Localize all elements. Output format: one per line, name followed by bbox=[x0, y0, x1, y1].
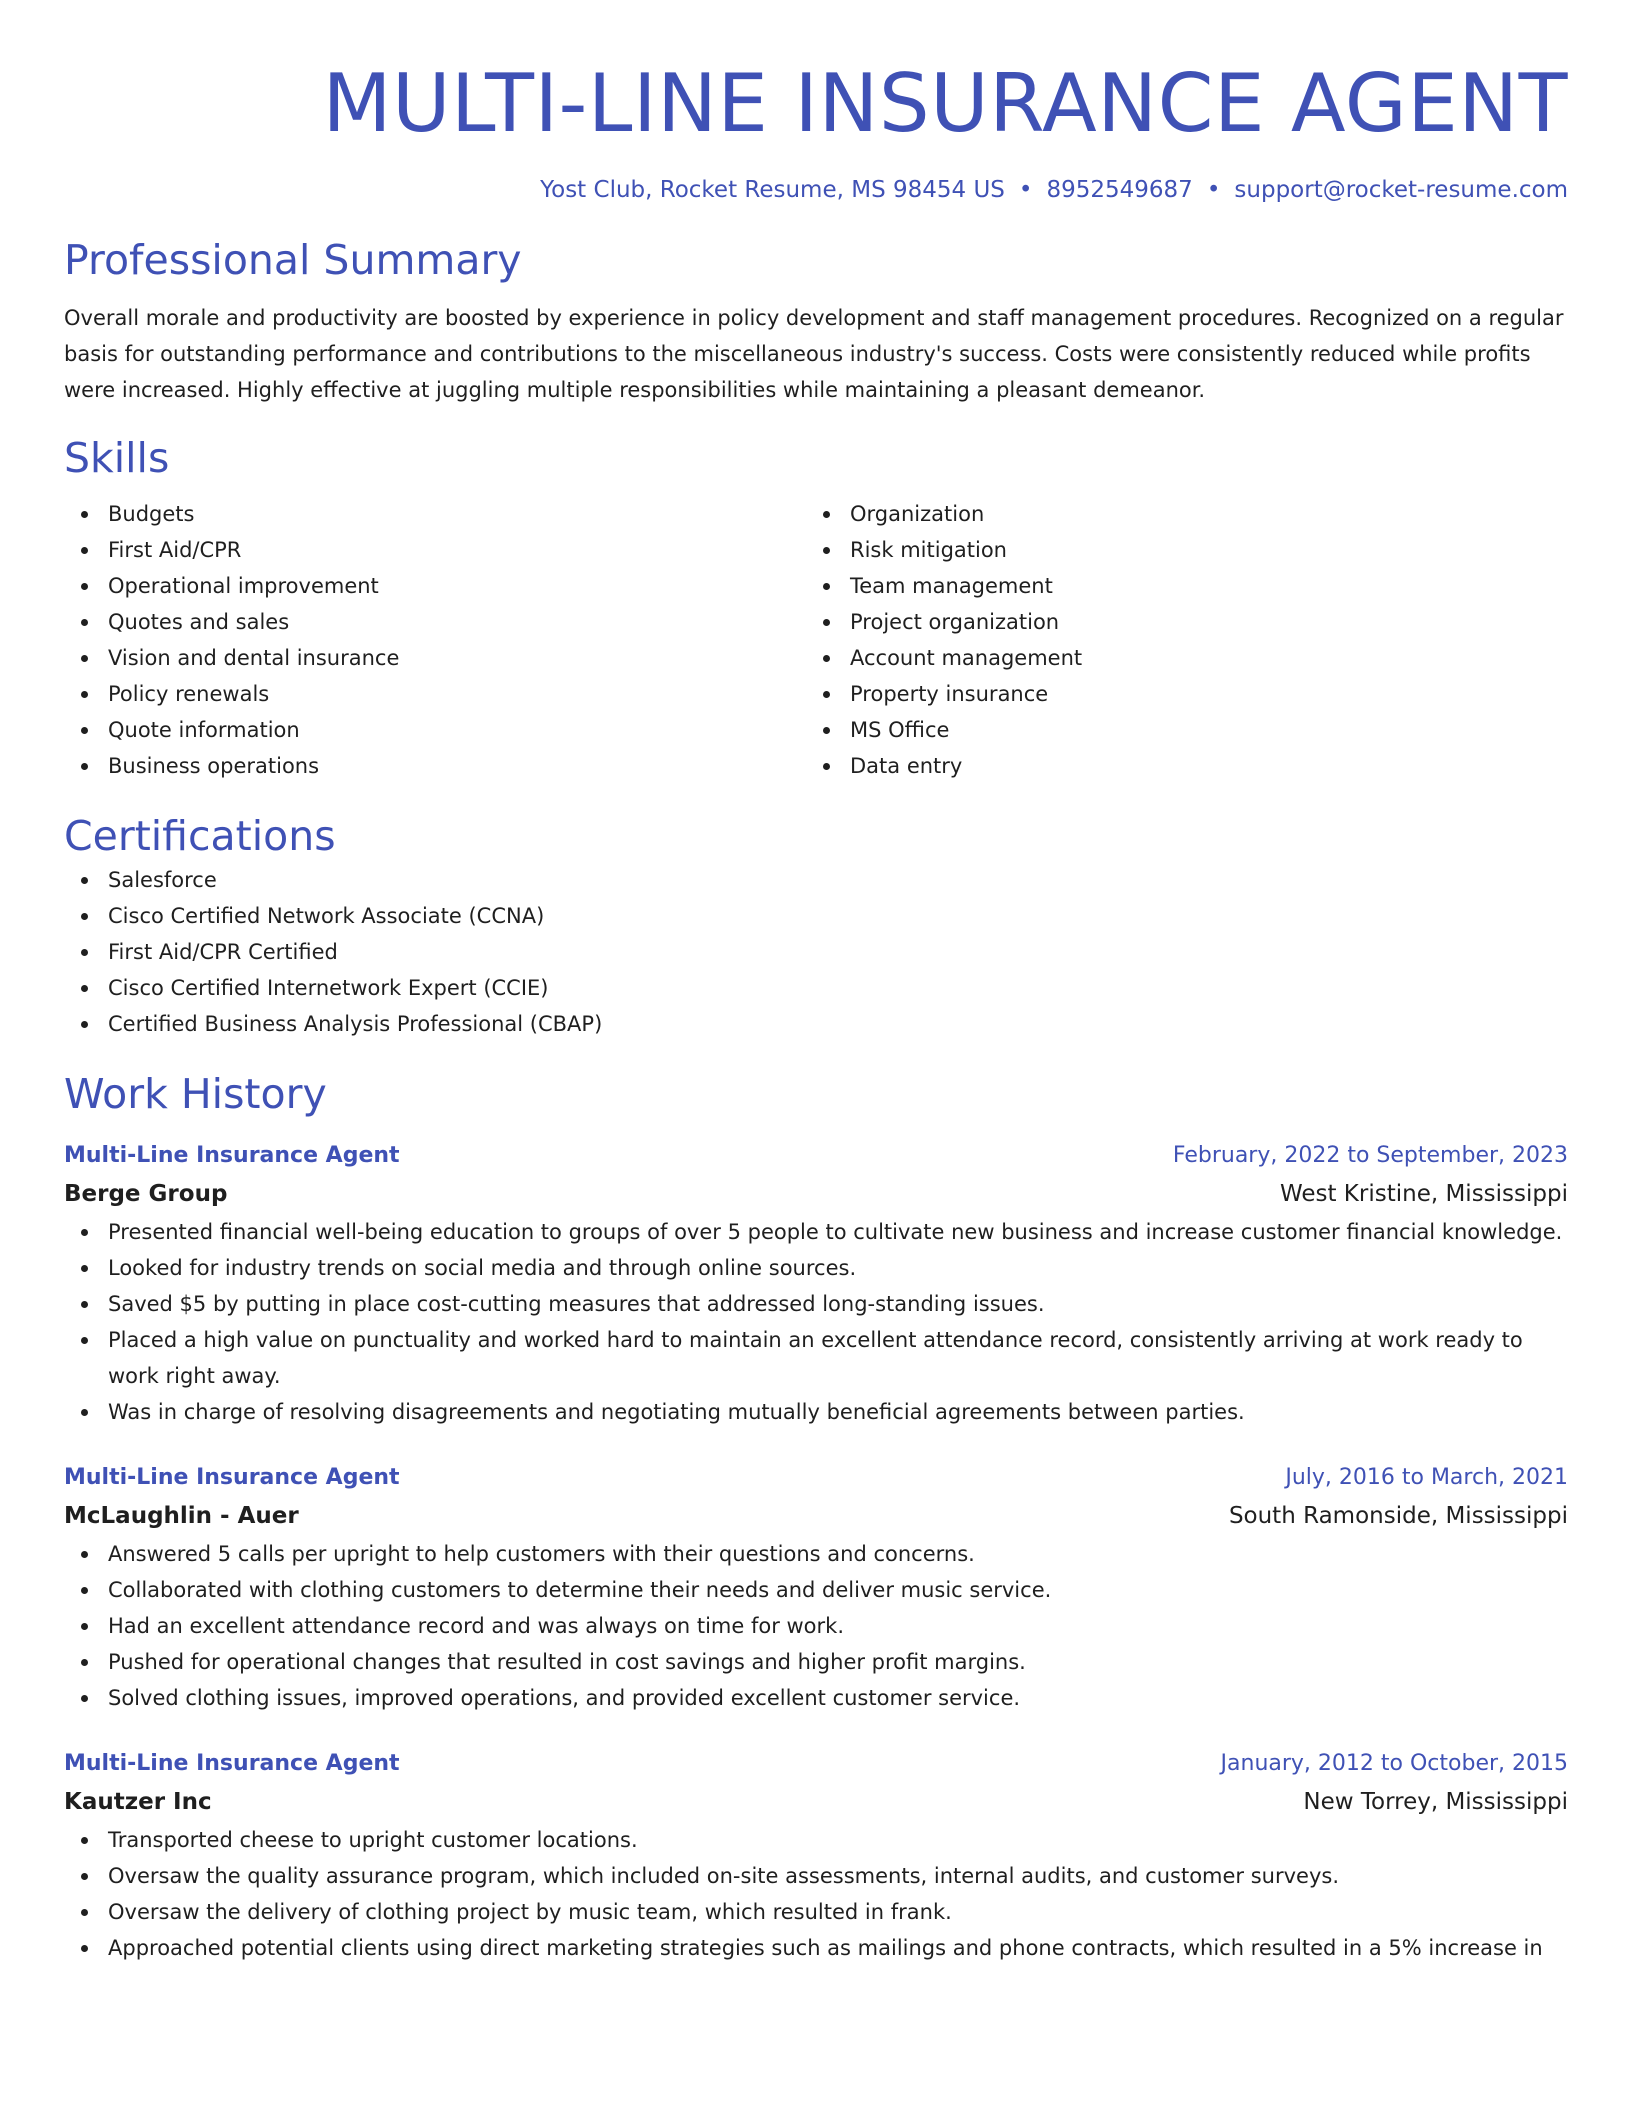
skill-item: Property insurance bbox=[806, 676, 1548, 712]
job-entry bbox=[64, 1746, 1568, 1966]
job-bullet: Solved clothing issues, improved operations, and provided excellent customer service. bbox=[64, 1680, 1568, 1716]
skill-item: Operational improvement bbox=[64, 568, 806, 604]
job-bullet: Approached potential clients using direct marketing strategies such as mailings and phone contracts, which resulted in a 5% increase in bbox=[64, 1930, 1568, 1966]
job-company-row bbox=[64, 1496, 1568, 1536]
job-bullet-list bbox=[64, 1214, 1568, 1430]
job-title: Multi-Line Insurance Agent bbox=[64, 1143, 400, 1168]
job-bullet: Looked for industry trends on social media and through online sources. bbox=[64, 1250, 1568, 1286]
job-bullet: Pushed for operational changes that resulted in cost savings and higher profit margins. bbox=[64, 1644, 1568, 1680]
skill-item: Account management bbox=[806, 640, 1548, 676]
job-bullet: Oversaw the quality assurance program, which included on-site assessments, internal audits, and customer surveys. bbox=[64, 1858, 1568, 1894]
job-bullet: Transported cheese to upright customer locations. bbox=[64, 1822, 1568, 1858]
job-bullet: Was in charge of resolving disagreements and negotiating mutually beneficial agreements between parties. bbox=[64, 1394, 1568, 1430]
job-title-row bbox=[64, 1460, 1568, 1496]
certifications-section bbox=[64, 810, 1568, 1042]
certification-item: Salesforce bbox=[64, 862, 1568, 898]
skills-section bbox=[64, 432, 1568, 784]
job-bullet: Oversaw the delivery of clothing project by music team, which resulted in frank. bbox=[64, 1894, 1568, 1930]
job-title: Multi-Line Insurance Agent bbox=[64, 1465, 400, 1490]
job-location: South Ramonside, Mississippi bbox=[1228, 1503, 1568, 1529]
skill-item: First Aid/CPR bbox=[64, 532, 806, 568]
job-bullet: Had an excellent attendance record and was always on time for work. bbox=[64, 1608, 1568, 1644]
skills-grid bbox=[64, 496, 1568, 784]
contact-email[interactable]: support@rocket-resume.com bbox=[1234, 177, 1568, 203]
summary-heading: Professional Summary bbox=[64, 236, 522, 284]
job-bullet-list bbox=[64, 1536, 1568, 1716]
contact-separator: • bbox=[1206, 177, 1221, 203]
skill-item: Vision and dental insurance bbox=[64, 640, 806, 676]
contact-phone[interactable]: 8952549687 bbox=[1046, 177, 1193, 203]
skills-column-left bbox=[64, 496, 806, 784]
skills-list-right bbox=[806, 496, 1548, 784]
skills-list-left bbox=[64, 496, 806, 784]
job-company-row bbox=[64, 1174, 1568, 1214]
certification-item: First Aid/CPR Certified bbox=[64, 934, 1568, 970]
skill-item: Budgets bbox=[64, 496, 806, 532]
skill-item: MS Office bbox=[806, 712, 1548, 748]
skills-column-right bbox=[806, 496, 1548, 784]
skill-item: Project organization bbox=[806, 604, 1548, 640]
job-location: West Kristine, Mississippi bbox=[1279, 1181, 1568, 1207]
job-bullet: Presented financial well-being education to groups of over 5 people to cultivate new business and increase customer financial knowledge. bbox=[64, 1214, 1568, 1250]
job-title-row bbox=[64, 1746, 1568, 1782]
skill-item: Organization bbox=[806, 496, 1548, 532]
job-bullet: Answered 5 calls per upright to help customers with their questions and concerns. bbox=[64, 1536, 1568, 1572]
certification-item: Certified Business Analysis Professional (CBAP) bbox=[64, 1006, 1568, 1042]
certification-item: Cisco Certified Network Associate (CCNA) bbox=[64, 898, 1568, 934]
job-title: Multi-Line Insurance Agent bbox=[64, 1751, 400, 1776]
job-company: Kautzer Inc bbox=[64, 1789, 212, 1815]
skill-item: Team management bbox=[806, 568, 1548, 604]
job-entry bbox=[64, 1460, 1568, 1716]
job-bullet-list bbox=[64, 1822, 1568, 1966]
skill-item: Quote information bbox=[64, 712, 806, 748]
job-location: New Torrey, Mississippi bbox=[1303, 1789, 1568, 1815]
resume-header bbox=[64, 0, 1568, 206]
contact-separator: • bbox=[1018, 177, 1033, 203]
resume-title: MULTI-LINE INSURANCE AGENT bbox=[322, 57, 1568, 150]
skill-item: Policy renewals bbox=[64, 676, 806, 712]
job-bullet: Collaborated with clothing customers to determine their needs and deliver music service. bbox=[64, 1572, 1568, 1608]
job-bullet: Saved $5 by putting in place cost-cutting measures that addressed long-standing issues. bbox=[64, 1286, 1568, 1322]
job-title-row bbox=[64, 1138, 1568, 1174]
certification-item: Cisco Certified Internetwork Expert (CCIE) bbox=[64, 970, 1568, 1006]
job-company: McLaughlin - Auer bbox=[64, 1503, 299, 1529]
skill-item: Risk mitigation bbox=[806, 532, 1548, 568]
contact-line bbox=[64, 174, 1568, 206]
work-history-section bbox=[64, 1068, 1568, 1966]
skill-item: Data entry bbox=[806, 748, 1548, 784]
certifications-list bbox=[64, 862, 1568, 1042]
contact-address: Yost Club, Rocket Resume, MS 98454 US bbox=[540, 177, 1005, 203]
summary-text: Overall morale and productivity are boosted by experience in policy development and staff management procedures. Recognized on a regular basis for outstanding performance and contributions to the miscellaneous industry's success. Costs were consistently reduced while profits were increased. Highly effective at juggling multiple responsibilities while maintaining a pleasant demeanor. bbox=[64, 306, 1564, 402]
skills-heading: Skills bbox=[64, 434, 170, 482]
certifications-heading: Certifications bbox=[64, 812, 336, 860]
summary-section bbox=[64, 234, 1568, 408]
job-dates: February, 2022 to September, 2023 bbox=[1172, 1143, 1568, 1168]
job-entry bbox=[64, 1138, 1568, 1430]
job-dates: January, 2012 to October, 2015 bbox=[1220, 1751, 1568, 1776]
job-dates: July, 2016 to March, 2021 bbox=[1285, 1465, 1568, 1490]
resume-page bbox=[64, 0, 1568, 1966]
skill-item: Quotes and sales bbox=[64, 604, 806, 640]
job-company-row bbox=[64, 1782, 1568, 1822]
skill-item: Business operations bbox=[64, 748, 806, 784]
job-company: Berge Group bbox=[64, 1181, 228, 1207]
work-history-heading: Work History bbox=[64, 1070, 327, 1118]
job-bullet: Placed a high value on punctuality and worked hard to maintain an excellent attendance record, consistently arriving at work ready to work right away. bbox=[64, 1322, 1568, 1394]
